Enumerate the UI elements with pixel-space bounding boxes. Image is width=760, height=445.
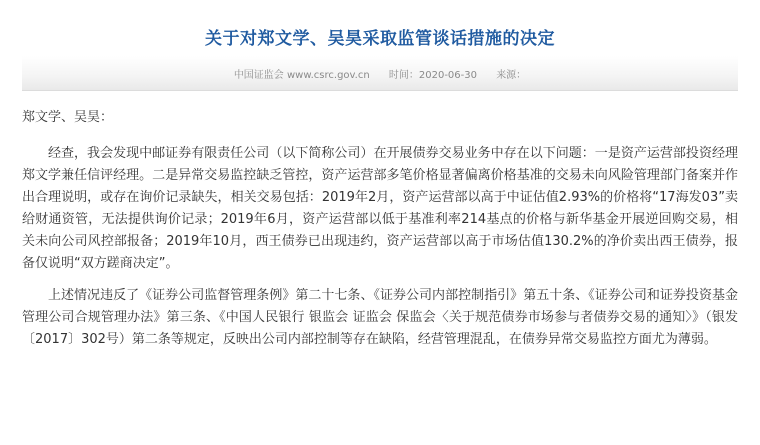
article-body xyxy=(22,107,738,361)
article-meta xyxy=(0,66,760,81)
source-label: 来源： xyxy=(496,70,527,81)
paragraph-findings: 经查，我会发现中邮证券有限责任公司（以下简称公司）在开展债券交易业务中存在以下问题：一是资产运营部投资经理郑文学兼任信评经理。二是异常交易监控缺乏管控，资产运营部多笔价格显著偏离价格基准的交易未向风险管理部门备案并作出合理说明，或存在询价记录缺失，相关交易包括：2019年2月，资产运营部以高于中证估值2.93%的价格将“17海发03”卖给财通资管，无法提供询价记录；2019年6月，资产运营部以低于基准利率214基点的价格与新华基金开展逆回购交易，相关未向公司风控部报备；2019年10月，西王债券已出现违约，资产运营部以高于市场估值130.2%的净价卖出西王债券，报备仅说明“双方蹉商决定”。 xyxy=(22,146,738,271)
publish-time: 时间：2020-06-30 xyxy=(388,70,477,81)
publisher-label: 中国证监会 www.csrc.gov.cn xyxy=(233,70,370,81)
page-title: 关于对郑文学、吴昊采取监管谈话措施的决定 xyxy=(205,29,555,49)
salutation: 郑文学、吴昊： xyxy=(22,110,114,125)
paragraph-violations: 上述情况违反了《证券公司监督管理条例》第二十七条、《证券公司内部控制指引》第五十条、《证券公司和证券投资基金管理公司合规管理办法》第三条、《中国人民银行 银监会 证监会 保监会〈关于规范债券市场参与者债券交易的通知〉》（银发〔2017〕302号）第二条等规定，反映出公司内部控制等存在缺陷，经营管理混乱，在债券异常交易监控方面尤为薄弱。 xyxy=(22,288,738,347)
